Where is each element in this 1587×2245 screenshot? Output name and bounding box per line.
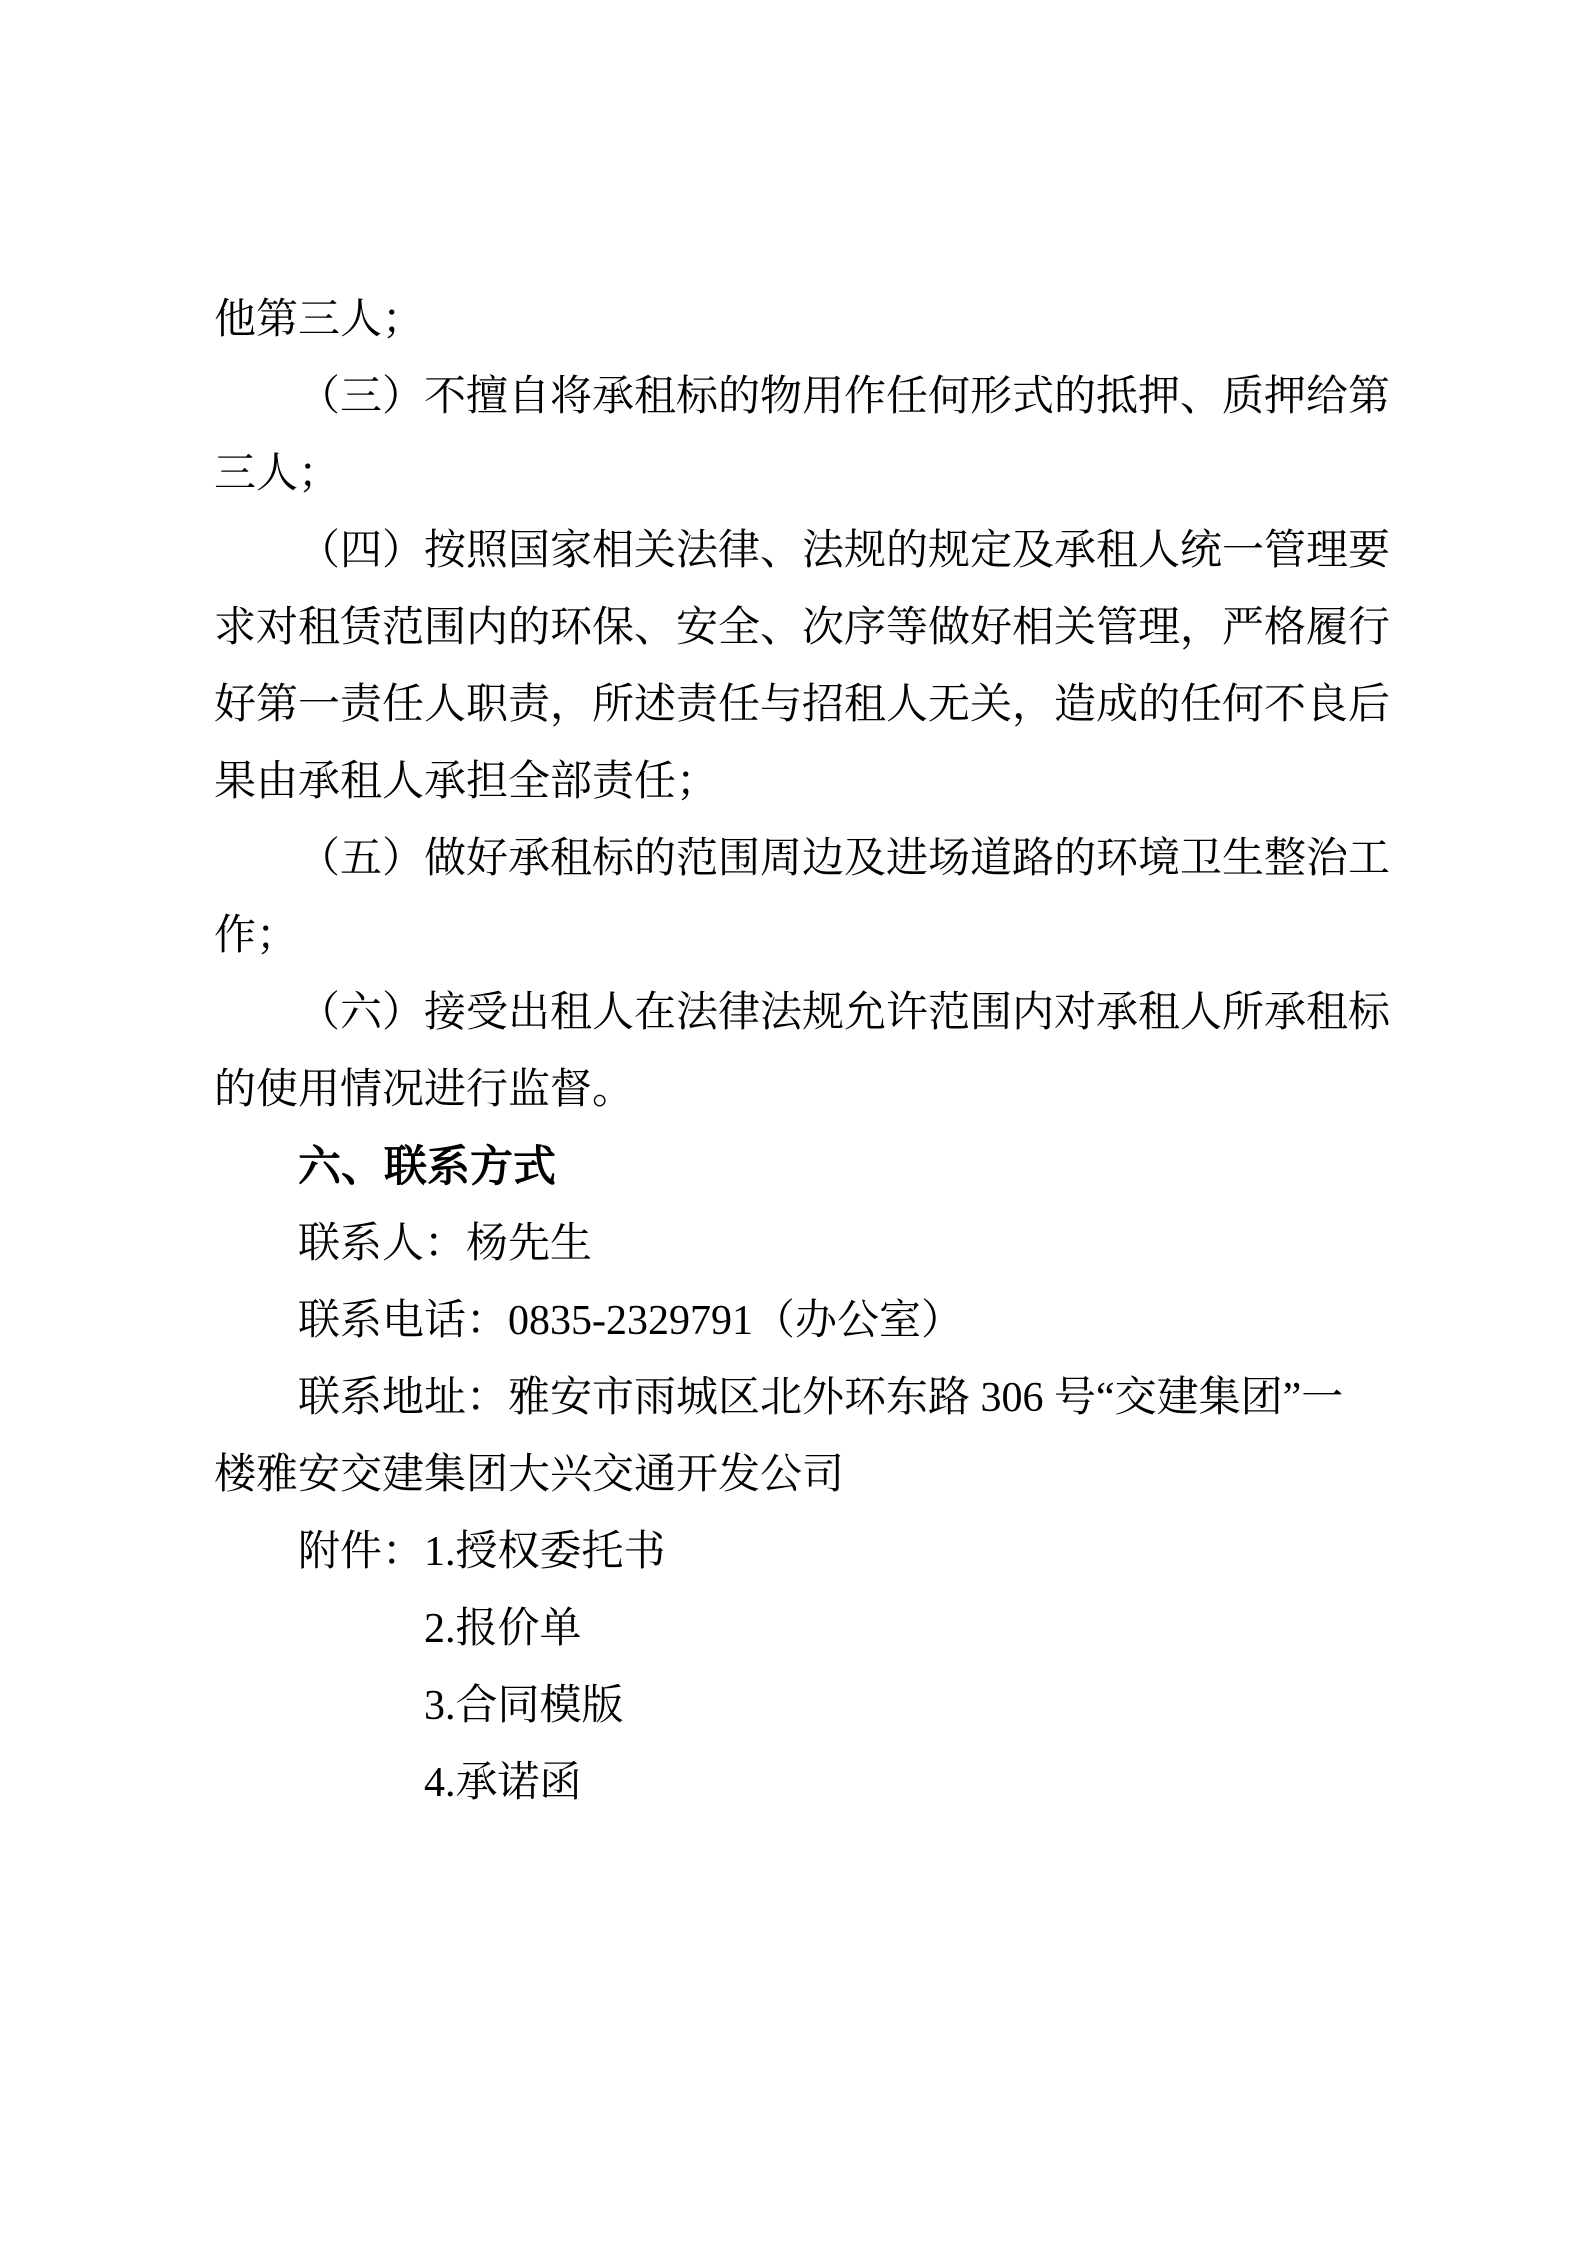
text-line: 作； bbox=[214, 913, 299, 959]
text-line: 求对租赁范围内的环保、安全、次序等做好相关管理，严格履行 bbox=[214, 605, 1391, 651]
text-line: 果由承租人承担全部责任； bbox=[214, 759, 719, 805]
text-line: 4.承诺函 bbox=[424, 1760, 582, 1806]
text-line: 附件：1.授权委托书 bbox=[298, 1529, 666, 1575]
text-line: 好第一责任人职责，所述责任与招租人无关，造成的任何不良后 bbox=[214, 682, 1391, 728]
text-line: 楼雅安交建集团大兴交通开发公司 bbox=[214, 1452, 845, 1498]
text-line: （三）不擅自将承租标的物用作任何形式的抵押、质押给第 bbox=[298, 374, 1391, 420]
text-line: 他第三人； bbox=[214, 297, 425, 343]
text-line: （五）做好承租标的范围周边及进场道路的环境卫生整治工 bbox=[298, 836, 1391, 882]
text-line: 联系地址：雅安市雨城区北外环东路 306 号“交建集团”一 bbox=[298, 1375, 1344, 1421]
text-line: 的使用情况进行监督。 bbox=[214, 1067, 635, 1113]
text-line: 三人； bbox=[214, 451, 341, 497]
text-line: （六）接受出租人在法律法规允许范围内对承租人所承租标 bbox=[298, 990, 1391, 1036]
text-line: 2.报价单 bbox=[424, 1606, 582, 1652]
text-line: 联系人：杨先生 bbox=[298, 1221, 593, 1267]
text-line: 3.合同模版 bbox=[424, 1683, 624, 1729]
section-heading: 六、联系方式 bbox=[298, 1143, 556, 1191]
text-line: 联系电话：0835-2329791（办公室） bbox=[298, 1298, 963, 1344]
document-text-block bbox=[214, 282, 1414, 1822]
text-line: （四）按照国家相关法律、法规的规定及承租人统一管理要 bbox=[298, 528, 1391, 574]
